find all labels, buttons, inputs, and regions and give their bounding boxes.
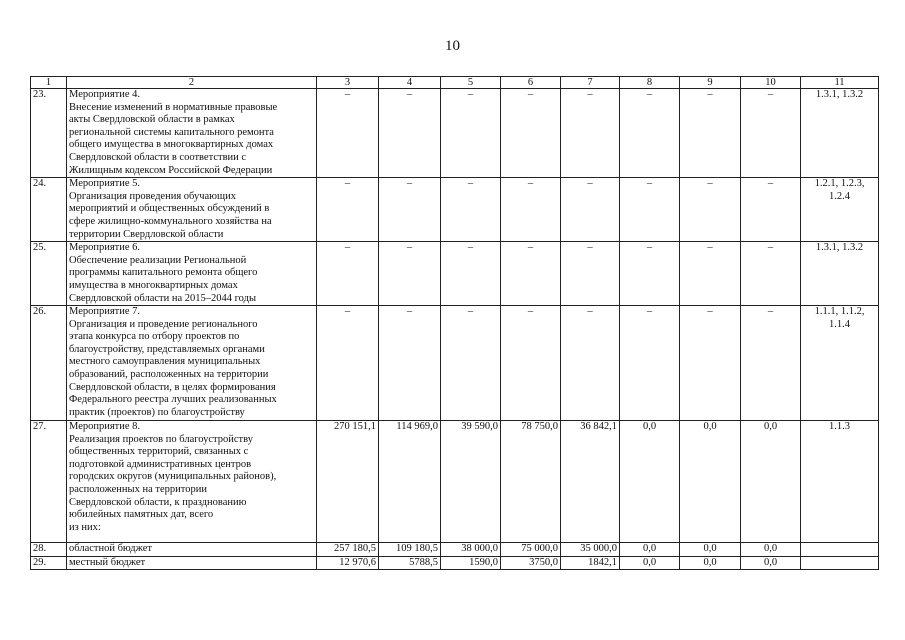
value-cell-col6: 75 000,0 <box>501 543 561 557</box>
value-cell-col8: 0,0 <box>620 543 680 557</box>
target-indicator-codes <box>801 421 879 543</box>
value-cell-col7: 35 000,0 <box>561 543 620 557</box>
description-line: общего имущества в многоквартирных домах <box>69 139 274 151</box>
dash-cell-col7: – <box>561 242 620 306</box>
dash-cell-col8: – <box>620 178 680 242</box>
description-line: акты Свердловской области в рамках <box>69 114 235 126</box>
value-cell-col5: 39 590,0 <box>441 421 501 543</box>
row-number: 28. <box>31 543 67 557</box>
description-line: мероприятий и общественных обсуждений в <box>69 203 270 215</box>
value-cell-col8: 0,0 <box>620 556 680 570</box>
description-line: общественных территорий, связанных с <box>69 446 249 458</box>
value-cell-col8: 0,0 <box>620 421 680 543</box>
value-cell-col5: 1590,0 <box>441 556 501 570</box>
table-row <box>31 421 879 543</box>
row-description <box>67 556 317 570</box>
description-line: местного самоуправления муниципальных <box>69 356 261 368</box>
dash-cell-col9: – <box>680 306 741 421</box>
description-line: программы капитального ремонта общего <box>69 267 258 279</box>
dash-cell-col8: – <box>620 242 680 306</box>
description-line: имущества в многоквартирных домах <box>69 279 238 291</box>
value-cell-col9: 0,0 <box>680 543 741 557</box>
description-line: юбилейных памятных дат, всего <box>69 509 214 521</box>
description-line: Внесение изменений в нормативные правовые <box>69 101 278 113</box>
header-cell-col8: 8 <box>620 77 680 89</box>
header-cell-col1: 1 <box>31 77 67 89</box>
header-cell-col9: 9 <box>680 77 741 89</box>
description-line: областной бюджет <box>69 543 152 555</box>
description-line: Мероприятие 7. <box>69 306 141 318</box>
value-cell-col3: 270 151,1 <box>317 421 379 543</box>
dash-cell-col10: – <box>741 178 801 242</box>
description-line: благоустройству, представляемых органами <box>69 343 265 355</box>
target-indicator-codes <box>801 89 879 178</box>
page-number: 10 <box>445 38 460 54</box>
dash-cell-col10: – <box>741 242 801 306</box>
table-row <box>31 242 879 306</box>
header-cell-col2: 2 <box>67 77 317 89</box>
header-cell-col4: 4 <box>379 77 441 89</box>
table-row <box>31 178 879 242</box>
dash-cell-col4: – <box>379 242 441 306</box>
description-line: из них: <box>69 521 101 533</box>
description-line: городских округов (муниципальных районов), <box>69 471 277 483</box>
dash-cell-col4: – <box>379 89 441 178</box>
target-indicator-codes <box>801 306 879 421</box>
dash-cell-col7: – <box>561 89 620 178</box>
dash-cell-col3: – <box>317 306 379 421</box>
target-indicator-codes <box>801 543 879 557</box>
description-line: Мероприятие 5. <box>69 178 141 190</box>
header-cell-col10: 10 <box>741 77 801 89</box>
value-cell-col4: 5788,5 <box>379 556 441 570</box>
indicator-code-line: 1.1.1, 1.1.2, <box>814 306 865 318</box>
table-row <box>31 556 879 570</box>
description-line: этапа конкурса по отбору проектов по <box>69 331 240 343</box>
program-activities-table <box>30 76 879 570</box>
dash-cell-col9: – <box>680 178 741 242</box>
row-number: 24. <box>31 178 67 242</box>
description-line: территории Свердловской области <box>69 228 224 240</box>
header-cell-col7: 7 <box>561 77 620 89</box>
description-line: Мероприятие 6. <box>69 242 141 254</box>
dash-cell-col9: – <box>680 89 741 178</box>
description-line: Федерального реестра лучших реализованных <box>69 394 277 406</box>
value-cell-col10: 0,0 <box>741 556 801 570</box>
row-number: 25. <box>31 242 67 306</box>
dash-cell-col3: – <box>317 242 379 306</box>
table-row <box>31 543 879 557</box>
table-row <box>31 89 879 178</box>
description-line: практик (проектов) по благоустройству <box>69 406 245 418</box>
dash-cell-col4: – <box>379 178 441 242</box>
value-cell-col3: 257 180,5 <box>317 543 379 557</box>
description-line: Обеспечение реализации Региональной <box>69 254 247 266</box>
description-line: Реализация проектов по благоустройству <box>69 433 253 445</box>
description-line: Мероприятие 4. <box>69 89 141 100</box>
value-cell-col10: 0,0 <box>741 421 801 543</box>
description-line: расположенных на территории <box>69 484 207 496</box>
indicator-code-line: 1.2.1, 1.2.3, <box>814 178 865 190</box>
description-line: Организация проведения обучающих <box>69 190 236 202</box>
value-cell-col9: 0,0 <box>680 421 741 543</box>
indicator-code-line: 1.3.1, 1.3.2 <box>815 242 864 254</box>
row-description <box>67 306 317 421</box>
header-cell-col6: 6 <box>501 77 561 89</box>
value-cell-col7: 36 842,1 <box>561 421 620 543</box>
target-indicator-codes <box>801 178 879 242</box>
dash-cell-col7: – <box>561 306 620 421</box>
description-line: образований, расположенных на территории <box>69 369 269 381</box>
dash-cell-col3: – <box>317 178 379 242</box>
row-description <box>67 178 317 242</box>
indicator-code-line: 1.3.1, 1.3.2 <box>815 89 864 100</box>
header-row <box>31 77 879 89</box>
dash-cell-col5: – <box>441 242 501 306</box>
description-line: Свердловской области в соответствии с <box>69 151 247 163</box>
description-line: местный бюджет <box>69 556 146 568</box>
value-cell-col6: 3750,0 <box>501 556 561 570</box>
row-description <box>67 242 317 306</box>
dash-cell-col4: – <box>379 306 441 421</box>
target-indicator-codes <box>801 556 879 570</box>
description-line: региональной системы капитального ремонта <box>69 126 274 138</box>
description-line: Свердловской области, в целях формирования <box>69 381 276 393</box>
dash-cell-col7: – <box>561 178 620 242</box>
value-cell-col3: 12 970,6 <box>317 556 379 570</box>
dash-cell-col9: – <box>680 242 741 306</box>
description-line: Свердловской области, к празднованию <box>69 496 247 508</box>
row-number: 27. <box>31 421 67 543</box>
dash-cell-col6: – <box>501 242 561 306</box>
table-row <box>31 306 879 421</box>
dash-cell-col10: – <box>741 306 801 421</box>
description-line: подготовкой административных центров <box>69 458 252 470</box>
value-cell-col10: 0,0 <box>741 543 801 557</box>
target-indicator-codes <box>801 242 879 306</box>
description-line: Свердловской области на 2015–2044 годы <box>69 292 257 304</box>
row-description <box>67 89 317 178</box>
indicator-code-line: 1.2.4 <box>829 190 850 202</box>
dash-cell-col3: – <box>317 89 379 178</box>
dash-cell-col5: – <box>441 306 501 421</box>
description-line: Организация и проведение регионального <box>69 318 258 330</box>
dash-cell-col5: – <box>441 178 501 242</box>
dash-cell-col5: – <box>441 89 501 178</box>
row-description <box>67 543 317 557</box>
dash-cell-col8: – <box>620 306 680 421</box>
row-number: 26. <box>31 306 67 421</box>
value-cell-col9: 0,0 <box>680 556 741 570</box>
value-cell-col4: 109 180,5 <box>379 543 441 557</box>
row-description <box>67 421 317 543</box>
dash-cell-col6: – <box>501 89 561 178</box>
value-cell-col7: 1842,1 <box>561 556 620 570</box>
indicator-code-line: 1.1.3 <box>829 421 850 433</box>
value-cell-col6: 78 750,0 <box>501 421 561 543</box>
indicator-code-line: 1.1.4 <box>829 318 850 330</box>
dash-cell-col10: – <box>741 89 801 178</box>
row-number: 29. <box>31 556 67 570</box>
dash-cell-col8: – <box>620 89 680 178</box>
dash-cell-col6: – <box>501 178 561 242</box>
description-line: Мероприятие 8. <box>69 421 141 433</box>
header-cell-col5: 5 <box>441 77 501 89</box>
description-line: Жилищным кодексом Российской Федерации <box>69 164 273 176</box>
table-body <box>31 77 879 570</box>
dash-cell-col6: – <box>501 306 561 421</box>
description-line: сфере жилищно-коммунального хозяйства на <box>69 215 272 227</box>
value-cell-col5: 38 000,0 <box>441 543 501 557</box>
value-cell-col4: 114 969,0 <box>379 421 441 543</box>
header-cell-col3: 3 <box>317 77 379 89</box>
row-number: 23. <box>31 89 67 178</box>
header-cell-col11: 11 <box>801 77 879 89</box>
